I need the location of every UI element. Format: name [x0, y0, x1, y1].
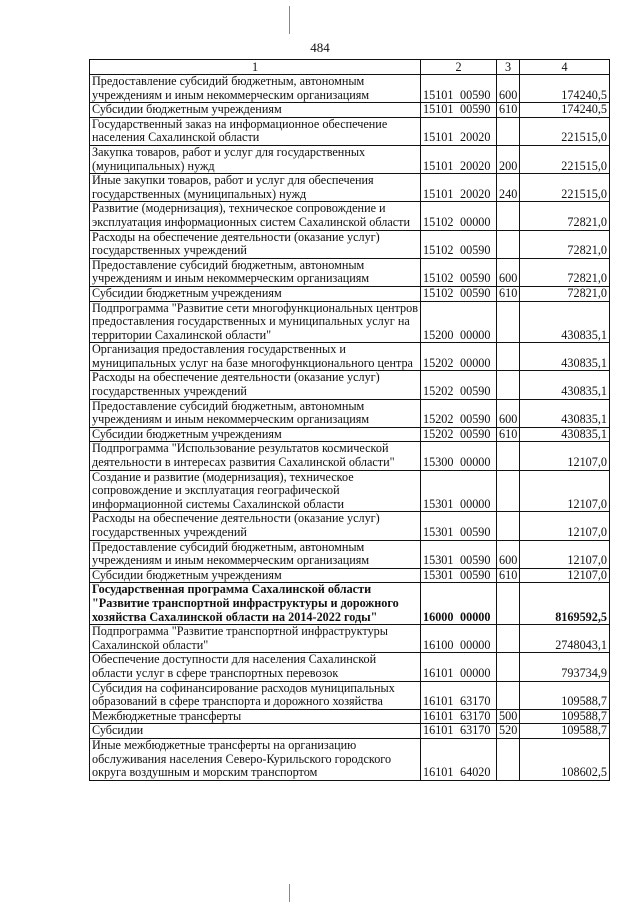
row-type-cell — [497, 653, 520, 681]
table-row — [90, 117, 610, 145]
row-code-cell — [421, 202, 497, 230]
row-sum-cell: 430835,1 — [520, 343, 610, 371]
row-sum-cell: 12107,0 — [520, 512, 610, 540]
row-code-direction: 00000 — [460, 214, 491, 229]
page-number: 484 — [310, 40, 330, 55]
row-code-program: 16101 — [423, 765, 454, 780]
row-code-program: 15102 — [423, 286, 454, 300]
row-name-cell: Иные закупки товаров, работ и услуг для обеспечения государственных (муниципальных) нужд — [90, 174, 421, 202]
row-code-direction: 00000 — [460, 609, 491, 624]
row-name-cell: Расходы на обеспечение деятельности (оказание услуг) государственных учреждений — [90, 230, 421, 258]
row-code-cell — [421, 343, 497, 371]
row-code-program: 15102 — [423, 271, 454, 286]
table-row — [90, 202, 610, 230]
row-code-cell — [421, 258, 497, 286]
row-type-cell: 500 — [497, 709, 520, 724]
row-code-cell — [421, 470, 497, 512]
row-code-program: 15202 — [423, 427, 454, 441]
row-code-cell — [421, 286, 497, 301]
table-row — [90, 681, 610, 709]
row-code-direction: 20020 — [460, 186, 491, 201]
row-type-cell — [497, 442, 520, 470]
row-code-program: 15200 — [423, 327, 454, 342]
row-sum-cell: 108602,5 — [520, 738, 610, 780]
row-code-direction: 00590 — [460, 87, 491, 102]
row-name-cell: Межбюджетные трансферты — [90, 709, 421, 724]
row-code-cell — [421, 442, 497, 470]
row-code-direction: 63170 — [460, 709, 491, 723]
row-name-cell: Субсидии бюджетным учреждениям — [90, 568, 421, 583]
table-row — [90, 625, 610, 653]
row-type-cell: 610 — [497, 568, 520, 583]
table-row — [90, 75, 610, 103]
table-row — [90, 470, 610, 512]
row-code-program: 15101 — [423, 130, 454, 145]
table-row — [90, 653, 610, 681]
row-code-program: 16000 — [423, 609, 454, 624]
table-row — [90, 568, 610, 583]
table-row — [90, 230, 610, 258]
row-code-cell — [421, 371, 497, 399]
header-col-2: 2 — [421, 60, 497, 75]
row-sum-cell: 430835,1 — [520, 301, 610, 343]
row-code-program: 16101 — [423, 709, 454, 723]
row-sum-cell: 12107,0 — [520, 470, 610, 512]
row-code-program: 15101 — [423, 102, 454, 117]
row-sum-cell: 8169592,5 — [520, 583, 610, 625]
table-row — [90, 145, 610, 173]
row-name-cell: Предоставление субсидий бюджетным, автономным учреждениям и иным некоммерческим организациям — [90, 540, 421, 568]
row-name-cell: Субсидии — [90, 724, 421, 739]
table-row — [90, 343, 610, 371]
row-sum-cell: 221515,0 — [520, 117, 610, 145]
row-code-direction: 63170 — [460, 694, 491, 709]
row-sum-cell: 221515,0 — [520, 174, 610, 202]
row-code-cell — [421, 738, 497, 780]
row-sum-cell: 430835,1 — [520, 371, 610, 399]
row-code-direction: 00000 — [460, 355, 491, 370]
row-name-cell: Субсидии бюджетным учреждениям — [90, 286, 421, 301]
row-name-cell: Организация предоставления государственных и муниципальных услуг на базе многофункционального центра — [90, 343, 421, 371]
row-code-program: 15301 — [423, 496, 454, 511]
table-row — [90, 427, 610, 442]
header-col-3: 3 — [497, 60, 520, 75]
row-code-cell — [421, 427, 497, 442]
row-type-cell: 600 — [497, 75, 520, 103]
row-code-direction: 00000 — [460, 496, 491, 511]
row-code-direction: 00590 — [460, 568, 491, 582]
row-code-cell — [421, 174, 497, 202]
row-sum-cell: 174240,5 — [520, 75, 610, 103]
row-sum-cell: 12107,0 — [520, 442, 610, 470]
row-code-program: 15102 — [423, 214, 454, 229]
row-name-cell: Предоставление субсидий бюджетным, автономным учреждениям и иным некоммерческим организациям — [90, 399, 421, 427]
row-sum-cell: 109588,7 — [520, 709, 610, 724]
row-code-cell — [421, 117, 497, 145]
row-code-cell — [421, 399, 497, 427]
row-code-program: 15301 — [423, 553, 454, 568]
scan-mark — [289, 884, 290, 902]
row-code-direction: 00000 — [460, 327, 491, 342]
row-name-cell: Подпрограмма "Использование результатов космической деятельности в интересах развития Сахалинской области" — [90, 442, 421, 470]
row-code-direction: 00590 — [460, 243, 491, 258]
row-code-program: 16101 — [423, 665, 454, 680]
row-code-program: 15202 — [423, 355, 454, 370]
table-row — [90, 286, 610, 301]
row-type-cell — [497, 202, 520, 230]
table-row — [90, 442, 610, 470]
row-code-cell — [421, 103, 497, 118]
row-code-cell — [421, 540, 497, 568]
row-type-cell — [497, 512, 520, 540]
row-code-cell — [421, 724, 497, 739]
row-sum-cell: 72821,0 — [520, 230, 610, 258]
row-type-cell — [497, 681, 520, 709]
row-name-cell: Государственная программа Сахалинской области "Развитие транспортной инфраструктуры и дорожного хозяйства Сахалинской области на 2014-2022 годы" — [90, 583, 421, 625]
table-row — [90, 709, 610, 724]
row-sum-cell: 72821,0 — [520, 202, 610, 230]
row-sum-cell: 430835,1 — [520, 399, 610, 427]
row-code-direction: 00590 — [460, 553, 491, 568]
row-sum-cell: 2748043,1 — [520, 625, 610, 653]
row-code-program: 15101 — [423, 186, 454, 201]
row-name-cell: Субсидии бюджетным учреждениям — [90, 427, 421, 442]
table-row — [90, 540, 610, 568]
row-code-direction: 20020 — [460, 158, 491, 173]
row-name-cell: Подпрограмма "Развитие сети многофункциональных центров предоставления государственных и муниципальных услуг на территории Сахалинской области" — [90, 301, 421, 343]
row-type-cell: 600 — [497, 399, 520, 427]
row-type-cell: 600 — [497, 540, 520, 568]
row-code-program: 15101 — [423, 158, 454, 173]
row-name-cell: Создание и развитие (модернизация), техническое сопровождение и эксплуатация географической информационной системы Сахалинской области — [90, 470, 421, 512]
row-type-cell — [497, 583, 520, 625]
row-name-cell: Субсидия на софинансирование расходов муниципальных образований в сфере транспорта и дорожного хозяйства — [90, 681, 421, 709]
table-header-row — [90, 60, 610, 75]
row-code-program: 15300 — [423, 455, 454, 470]
row-code-cell — [421, 230, 497, 258]
row-name-cell: Иные межбюджетные трансферты на организацию обслуживания населения Северо-Курильского городского округа воздушным и морским транспортом — [90, 738, 421, 780]
row-name-cell: Субсидии бюджетным учреждениям — [90, 103, 421, 118]
row-name-cell: Расходы на обеспечение деятельности (оказание услуг) государственных учреждений — [90, 512, 421, 540]
row-type-cell: 520 — [497, 724, 520, 739]
row-type-cell: 600 — [497, 258, 520, 286]
row-sum-cell: 109588,7 — [520, 724, 610, 739]
row-name-cell: Государственный заказ на информационное обеспечение населения Сахалинской области — [90, 117, 421, 145]
row-type-cell — [497, 301, 520, 343]
table-row — [90, 103, 610, 118]
row-code-program: 15202 — [423, 384, 454, 399]
row-code-direction: 00590 — [460, 525, 491, 539]
row-code-cell — [421, 709, 497, 724]
row-code-cell — [421, 568, 497, 583]
row-code-cell — [421, 583, 497, 625]
header-col-1: 1 — [90, 60, 421, 75]
row-code-direction: 00000 — [460, 455, 491, 470]
row-type-cell — [497, 738, 520, 780]
row-code-cell — [421, 653, 497, 681]
row-code-cell — [421, 625, 497, 653]
row-type-cell: 610 — [497, 103, 520, 118]
row-sum-cell: 430835,1 — [520, 427, 610, 442]
row-name-cell: Предоставление субсидий бюджетным, автономным учреждениям и иным некоммерческим организациям — [90, 75, 421, 103]
table-row — [90, 583, 610, 625]
table-row — [90, 399, 610, 427]
row-type-cell: 200 — [497, 145, 520, 173]
row-code-direction: 00590 — [460, 271, 491, 286]
row-code-direction: 00590 — [460, 102, 491, 117]
row-type-cell — [497, 343, 520, 371]
row-sum-cell: 12107,0 — [520, 568, 610, 583]
table-row — [90, 371, 610, 399]
row-sum-cell: 174240,5 — [520, 103, 610, 118]
table-row — [90, 738, 610, 780]
row-sum-cell: 109588,7 — [520, 681, 610, 709]
row-type-cell — [497, 470, 520, 512]
row-code-cell — [421, 75, 497, 103]
row-code-direction: 00590 — [460, 286, 491, 300]
row-code-direction: 63170 — [460, 723, 491, 738]
row-type-cell — [497, 371, 520, 399]
row-code-direction: 20020 — [460, 130, 491, 145]
row-name-cell: Предоставление субсидий бюджетным, автономным учреждениям и иным некоммерческим организациям — [90, 258, 421, 286]
table-row — [90, 301, 610, 343]
row-code-direction: 00000 — [460, 665, 491, 680]
row-code-program: 15102 — [423, 243, 454, 258]
row-code-cell — [421, 512, 497, 540]
row-code-direction: 64020 — [460, 765, 491, 780]
row-sum-cell: 221515,0 — [520, 145, 610, 173]
row-name-cell: Расходы на обеспечение деятельности (оказание услуг) государственных учреждений — [90, 371, 421, 399]
row-type-cell — [497, 117, 520, 145]
row-name-cell: Развитие (модернизация), техническое сопровождение и эксплуатация информационных систем Сахалинской области — [90, 202, 421, 230]
row-code-direction: 00590 — [460, 427, 491, 441]
row-type-cell: 610 — [497, 427, 520, 442]
row-sum-cell: 12107,0 — [520, 540, 610, 568]
row-code-program: 15101 — [423, 87, 454, 102]
row-code-program: 15301 — [423, 568, 454, 582]
scan-mark — [289, 6, 290, 34]
row-sum-cell: 72821,0 — [520, 286, 610, 301]
row-code-cell — [421, 145, 497, 173]
row-name-cell: Закупка товаров, работ и услуг для государственных (муниципальных) нужд — [90, 145, 421, 173]
row-code-program: 16101 — [423, 694, 454, 709]
row-type-cell: 240 — [497, 174, 520, 202]
row-code-program: 15301 — [423, 525, 454, 539]
row-type-cell — [497, 230, 520, 258]
row-name-cell: Подпрограмма "Развитие транспортной инфраструктуры Сахалинской области" — [90, 625, 421, 653]
row-sum-cell: 72821,0 — [520, 258, 610, 286]
row-name-cell: Обеспечение доступности для населения Сахалинской области услуг в сфере транспортных перевозок — [90, 653, 421, 681]
table-row — [90, 174, 610, 202]
budget-table — [89, 59, 610, 781]
row-code-cell — [421, 301, 497, 343]
table-row — [90, 258, 610, 286]
row-code-program: 16100 — [423, 637, 454, 652]
row-code-direction: 00590 — [460, 412, 491, 427]
row-code-cell — [421, 681, 497, 709]
row-code-direction: 00000 — [460, 637, 491, 652]
row-sum-cell: 793734,9 — [520, 653, 610, 681]
row-code-direction: 00590 — [460, 384, 491, 399]
row-type-cell — [497, 625, 520, 653]
table-row — [90, 724, 610, 739]
row-code-program: 15202 — [423, 412, 454, 427]
header-col-4: 4 — [520, 60, 610, 75]
budget-table-body — [90, 60, 610, 781]
table-row — [90, 512, 610, 540]
row-type-cell: 610 — [497, 286, 520, 301]
row-code-program: 16101 — [423, 723, 454, 738]
